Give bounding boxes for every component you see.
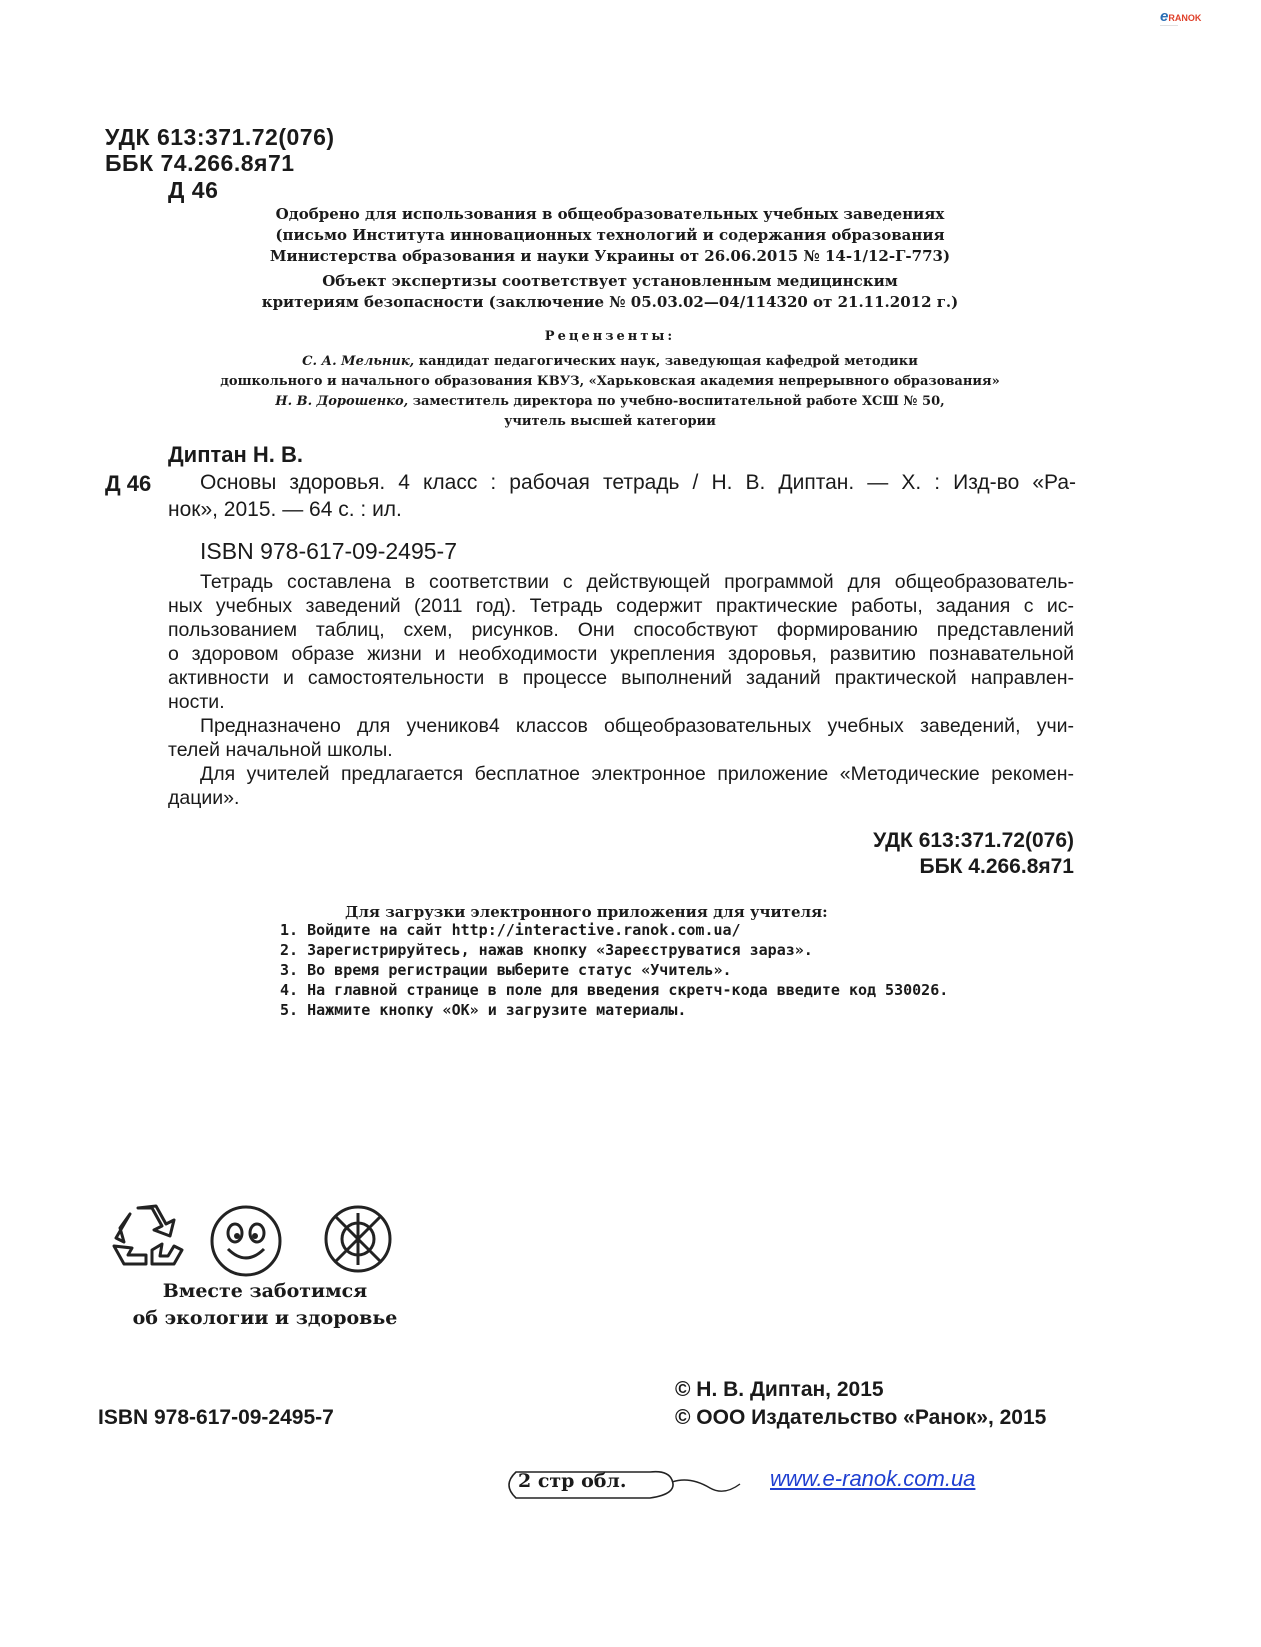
description-line: телей начальной школы.: [168, 739, 393, 761]
download-step: 2. Зарегистрируйтесь, нажав кнопку «Зареєструватися зараз».: [280, 941, 813, 959]
footer-bbk: ББК 4.266.8я71: [919, 855, 1074, 878]
reviewer-1-name: С. А. Мельник,: [302, 354, 415, 369]
reviewer-2-name: Н. В. Дорошенко,: [275, 394, 409, 409]
udk-code: УДК 613:371.72(076): [105, 124, 335, 150]
reviewer-2-desc: заместитель директора по учебно-воспитательной работе ХСШ № 50,: [408, 394, 945, 409]
download-steps: [280, 920, 948, 1020]
download-step: 1. Войдите на сайт http://interactive.ranok.com.ua/: [280, 921, 741, 939]
description-line: пользованием таблиц, схем, рисунков. Они способствуют формированию представлений: [168, 619, 1074, 641]
author-mark: Д 46: [168, 177, 219, 203]
description-line: Предназначено для учеников4 классов общеобразовательных учебных заведений, учи-: [200, 715, 1074, 737]
approval-line: Министерства образования и науки Украины от 26.06.2015 № 14-1/12-Г-773): [269, 247, 951, 265]
reviewer-2-desc-2: учитель высшей категории: [504, 414, 716, 429]
logo-name: RANOK: [1168, 13, 1202, 23]
logo-tagline: ·········: [1160, 23, 1178, 29]
expertise-line: критериям безопасности (заключение № 05.03.02—04/114320 от 21.11.2012 г.): [261, 293, 959, 311]
copyright-author: © Н. В. Диптан, 2015: [675, 1378, 884, 1401]
reviewer-1: [150, 352, 1070, 432]
eco-line: Вместе заботимся: [162, 1280, 368, 1302]
page-note: [500, 1466, 750, 1504]
footer-udk: УДК 613:371.72(076): [873, 829, 1074, 852]
site-link[interactable]: www.e-ranok.com.ua: [770, 1466, 976, 1491]
reviewers-title: Рецензенты:: [544, 329, 676, 344]
description-line: ных учебных заведений (2011 год). Тетрадь содержит практические работы, задания с ис-: [168, 595, 1074, 617]
no-waste-icon: [322, 1203, 394, 1275]
description-line: дации».: [168, 787, 240, 809]
approval-line: Одобрено для использования в общеобразовательных учебных заведениях: [275, 205, 945, 223]
recycle-icon: [108, 1200, 186, 1270]
description-line: Для учителей предлагается бесплатное электронное приложение «Методические рекомен-: [200, 763, 1074, 785]
expertise-line: Объект экспертизы соответствует установленным медицинским: [322, 272, 898, 290]
book-title-line2: нок», 2015. — 64 с. : ил.: [168, 498, 402, 521]
publisher-logo: [1160, 8, 1201, 29]
expertise-block: [200, 271, 1020, 313]
approval-block: [200, 204, 1020, 267]
bottom-isbn: ISBN 978-617-09-2495-7: [98, 1406, 334, 1429]
download-title: Для загрузки электронного приложения для учителя:: [345, 903, 828, 921]
book-code: Д 46: [105, 471, 152, 496]
approval-line: (письмо Института инновационных технологий и содержания образования: [275, 226, 945, 244]
description-line: ности.: [168, 691, 225, 713]
description: [168, 570, 1074, 810]
download-step: 3. Во время регистрации выберите статус «Учитель».: [280, 961, 732, 979]
eco-slogan: [120, 1278, 410, 1332]
copyright-publisher: © ООО Издательство «Ранок», 2015: [675, 1406, 1047, 1429]
page-note-text: 2 стр обл.: [518, 1470, 627, 1492]
bbk-code: ББК 74.266.8я71: [105, 150, 295, 176]
logo-letter: e: [1160, 8, 1169, 25]
book-title-line1: Основы здоровья. 4 класс : рабочая тетрадь / Н. В. Диптан. — Х. : Изд-во «Ра-: [200, 471, 1076, 494]
download-step: 5. Нажмите кнопку «ОК» и загрузите материалы.: [280, 1001, 687, 1019]
description-line: активности и самостоятельности в процессе выполнений заданий практической направлен-: [168, 667, 1074, 689]
description-line: о здоровом образе жизни и необходимости укрепления здоровья, развитию познавательной: [168, 643, 1074, 665]
description-line: Тетрадь составлена в соответствии с действующей программой для общеобразователь-: [200, 571, 1074, 593]
book-author: Диптан Н. В.: [168, 442, 304, 467]
eco-line: об экологии и здоровье: [132, 1307, 398, 1329]
smiley-icon: [208, 1203, 284, 1279]
reviewer-1-desc: кандидат педагогических наук, заведующая кафедрой методики: [414, 354, 918, 369]
download-step: 4. На главной странице в поле для введения скретч-кода введите код 530026.: [280, 981, 949, 999]
book-isbn: ISBN 978-617-09-2495-7: [200, 538, 457, 564]
reviewer-1-desc-2: дошкольного и начального образования КВУЗ, «Харьковская академия непрерывного образования»: [220, 374, 1000, 389]
